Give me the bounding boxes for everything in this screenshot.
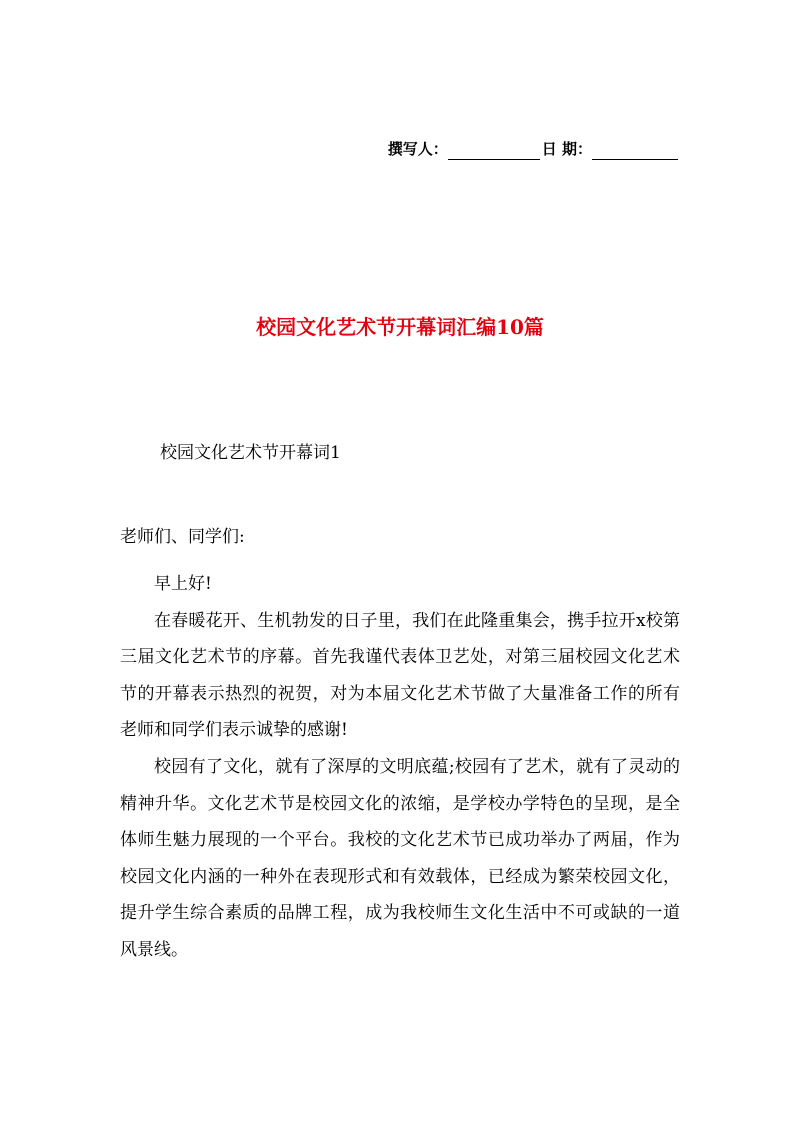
paragraph-greeting: 早上好! bbox=[154, 574, 212, 594]
paragraph-culture: 校园有了文化，就有了深厚的文明底蕴;校园有了艺术，就有了灵动的精神升华。文化艺术节是校园文化的浓缩，是学校办学特色的呈现，是全体师生魅力展现的一个平台。我校的文化艺术节已成功举办了两届，作为校园文化内涵的一种外在表现形式和有效载体，已经成为繁荣校园文化，提升学生综合素质的品牌工程，成为我校师生文化生活中不可或缺的一道风景线。 bbox=[120, 756, 680, 960]
date-label: 日 期： bbox=[541, 140, 592, 158]
author-date-line bbox=[388, 138, 680, 160]
body-text bbox=[120, 566, 680, 969]
salutation: 老师们、同学们: bbox=[120, 527, 245, 547]
paragraph-opening: 在春暖花开、生机勃发的日子里，我们在此隆重集会，携手拉开x校第三届文化艺术节的序幕。首先我谨代表体卫艺处，对第三届校园文化艺术节的开幕表示热烈的祝贺，对为本届文化艺术节做了大量准备工作的所有老师和同学们表示诚挚的感谢! bbox=[120, 610, 680, 741]
document-title: 校园文化艺术节开幕词汇编10篇 bbox=[256, 315, 544, 339]
author-label: 撰写人： bbox=[387, 140, 448, 158]
date-blank bbox=[592, 143, 678, 160]
section-heading: 校园文化艺术节开幕词1 bbox=[160, 443, 341, 463]
author-blank bbox=[448, 143, 540, 160]
